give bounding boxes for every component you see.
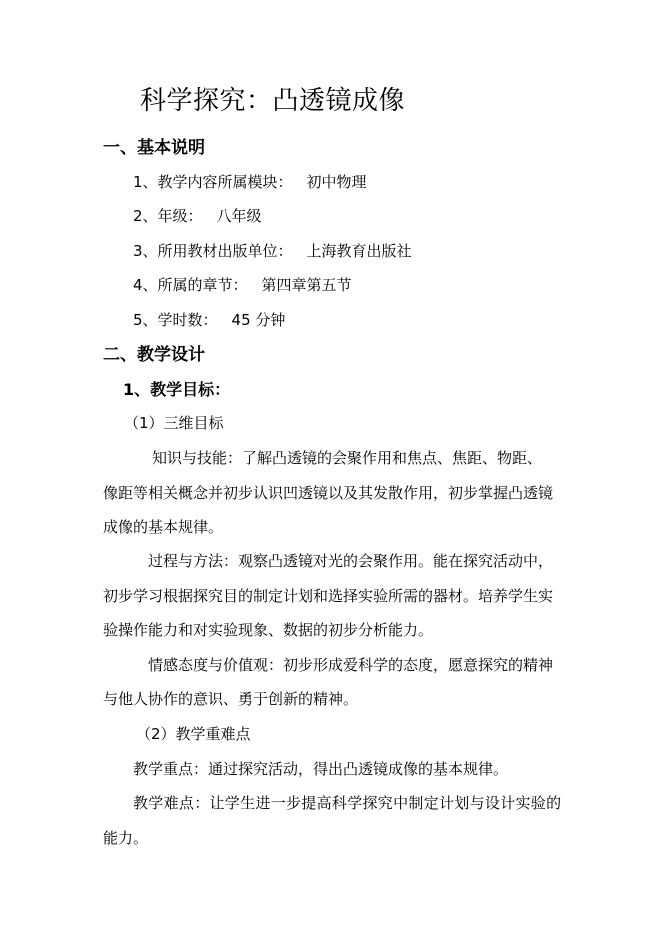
info-item-grade [133,209,262,224]
subheading-teaching-goals: 1、教学目标： [123,380,231,399]
info-item-label: 4、所属的章节： [133,276,248,294]
info-item-value: 八年级 [216,207,262,225]
info-item-module [133,175,367,190]
info-item-label: 1、教学内容所属模块： [133,173,293,191]
info-item-value: 初中物理 [306,173,367,191]
info-item-chapter [133,278,352,293]
emotion-line-2: 与他人协作的意识、勇于创新的精神。 [103,690,359,708]
document-title: 科学探究：凸透镜成像 [140,86,406,116]
info-item-label: 2、年级： [133,207,203,225]
knowledge-line-3: 成像的基本规律。 [103,518,224,536]
process-line-3: 验操作能力和对实验现象、数据的初步分析能力。 [103,621,434,639]
info-item-publisher [133,244,412,259]
info-item-value: 上海教育出版社 [306,242,412,260]
info-item-hours [133,313,285,328]
info-item-label: 3、所用教材出版单位： [133,242,293,260]
section-heading-teaching-design: 二、教学设计 [103,345,205,365]
teaching-key-point: 教学重点：通过探究活动，得出凸透镜成像的基本规律。 [133,760,509,778]
process-line-1: 过程与方法：观察凸透镜对光的会聚作用。能在探究活动中， [148,552,554,570]
info-item-label: 5、学时数： [133,311,218,329]
paragraph-key-difficult-points: （2）教学重难点 [136,725,251,743]
knowledge-line-1: 知识与技能：了解凸透镜的会聚作用和焦点、焦距、物距、 [152,449,543,467]
teaching-difficulty-line-2: 能力。 [103,829,149,847]
section-heading-basic-info: 一、基本说明 [103,138,205,158]
emotion-line-1: 情感态度与价值观：初步形成爱科学的态度，愿意探究的精神 [148,656,554,674]
process-line-2: 初步学习根据探究目的制定计划和选择实验所需的器材。培养学生实 [103,587,554,605]
paragraph-three-dimension-goals: （1）三维目标 [124,414,224,432]
info-item-value: 第四章第五节 [261,276,352,294]
info-item-value: 45 分钟 [231,311,286,329]
teaching-difficulty-line-1: 教学难点：让学生进一步提高科学探究中制定计划与设计实验的 [133,794,562,812]
knowledge-line-2: 像距等相关概念并初步认识凹透镜以及其发散作用，初步掌握凸透镜 [103,484,554,502]
